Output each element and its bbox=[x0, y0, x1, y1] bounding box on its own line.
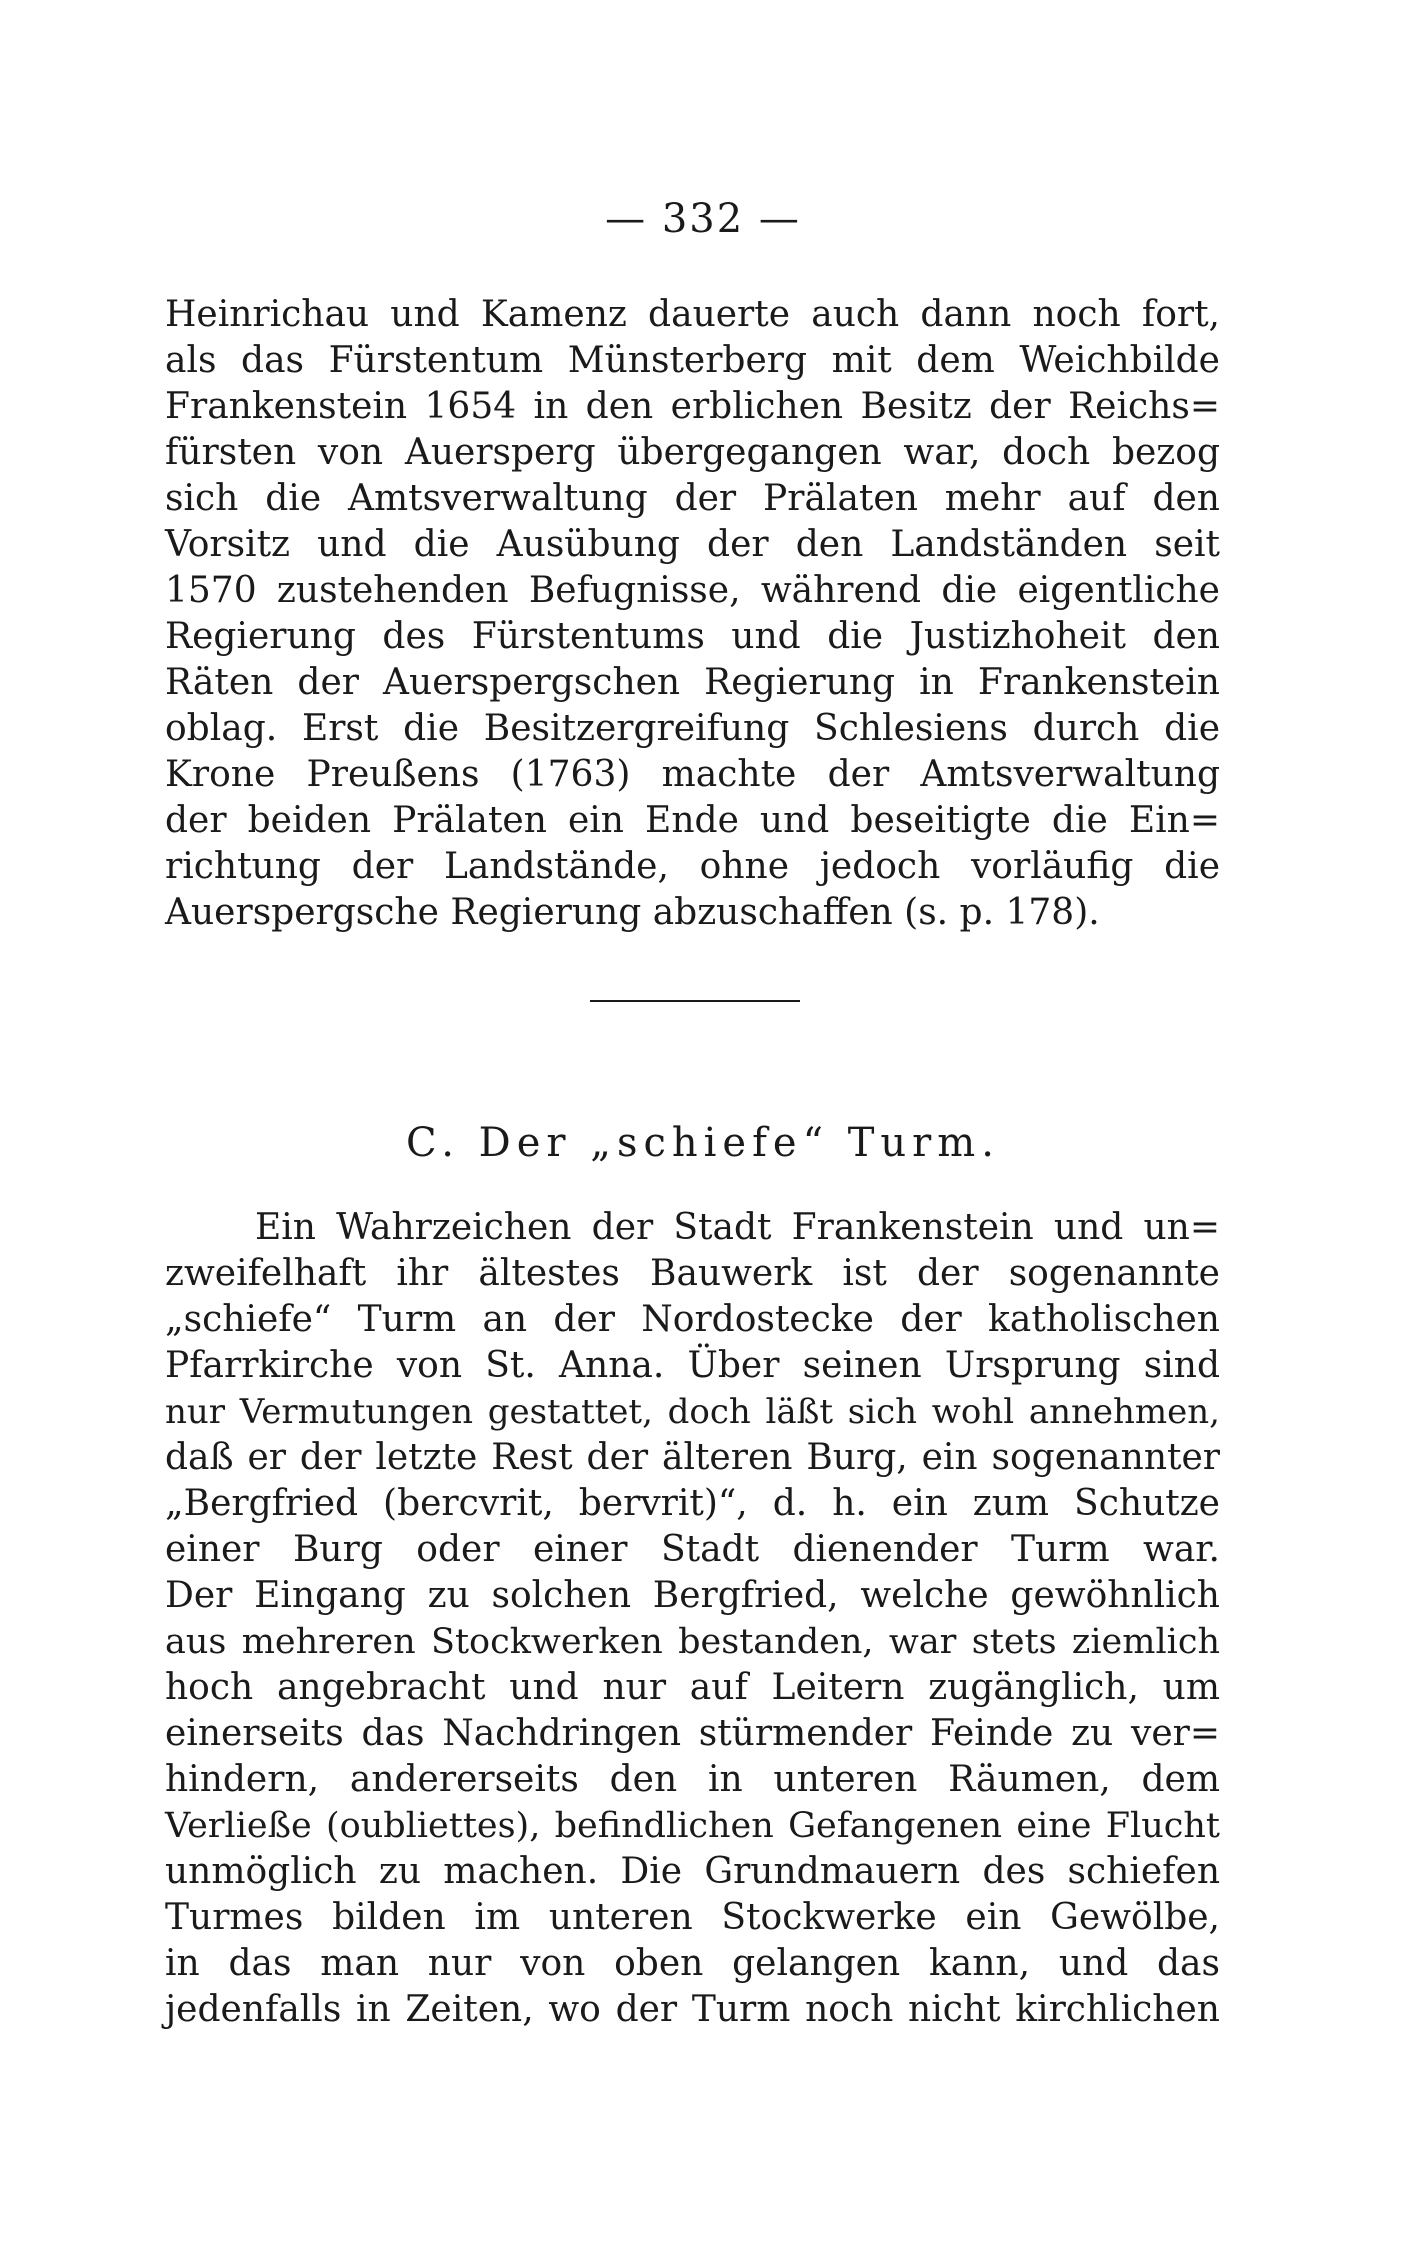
text-line: Vorsitz und die Ausübung der den Landständen seit bbox=[165, 524, 1220, 565]
text-line: Der Eingang zu solchen Bergfried, welche gewöhnlich bbox=[165, 1575, 1220, 1616]
text-line: Krone Preußens (1763) machte der Amtsverwaltung bbox=[165, 754, 1220, 795]
text-line: Ein Wahrzeichen der Stadt Frankenstein und un= bbox=[255, 1207, 1220, 1248]
text-line: hoch angebracht und nur auf Leitern zugänglich, um bbox=[165, 1667, 1220, 1708]
text-line: sich die Amtsverwaltung der Prälaten mehr auf den bbox=[165, 478, 1220, 519]
text-line: Pfarrkirche von St. Anna. Über seinen Ursprung sind bbox=[165, 1345, 1220, 1386]
text-line: Räten der Auerspergschen Regierung in Frankenstein bbox=[165, 662, 1220, 703]
text-line: der beiden Prälaten ein Ende und beseitigte die Ein= bbox=[165, 800, 1220, 841]
text-line: hindern, andererseits den in unteren Räumen, dem bbox=[165, 1759, 1220, 1800]
text-line: „schiefe“ Turm an der Nordostecke der katholischen bbox=[165, 1299, 1220, 1340]
text-line: in das man nur von oben gelangen kann, und das bbox=[165, 1943, 1220, 1984]
text-line: Regierung des Fürstentums und die Justizhoheit den bbox=[165, 616, 1220, 657]
text-line: einer Burg oder einer Stadt dienender Turm war. bbox=[165, 1529, 1220, 1570]
text-line: fürsten von Auersperg übergegangen war, doch bezog bbox=[165, 432, 1220, 473]
text-line: unmöglich zu machen. Die Grundmauern des schiefen bbox=[165, 1851, 1220, 1892]
text-line: Turmes bilden im unteren Stockwerke ein Gewölbe, bbox=[165, 1897, 1220, 1938]
text-line: zweifelhaft ihr ältestes Bauwerk ist der sogenannte bbox=[165, 1253, 1220, 1294]
text-line: Auerspergsche Regierung abzuschaffen (s. p. 178). bbox=[165, 892, 1100, 933]
text-line: 1570 zustehenden Befugnisse, während die eigentliche bbox=[165, 570, 1220, 611]
text-line: Verließe (oubliettes), befindlichen Gefangenen eine Flucht bbox=[165, 1806, 1220, 1846]
paragraph-2 bbox=[165, 1205, 1220, 2033]
text-line: oblag. Erst die Besitzergreifung Schlesiens durch die bbox=[165, 708, 1220, 749]
text-line: daß er der letzte Rest der älteren Burg, ein sogenannter bbox=[165, 1437, 1220, 1478]
text-line: jedenfalls in Zeiten, wo der Turm noch nicht kirchlichen bbox=[165, 1989, 1220, 2030]
section-separator bbox=[590, 1000, 800, 1002]
page-number: — 332 — bbox=[605, 196, 801, 242]
text-line: Frankenstein 1654 in den erblichen Besitz der Reichs= bbox=[165, 386, 1220, 427]
paragraph-1 bbox=[165, 292, 1220, 936]
text-line: Heinrichau und Kamenz dauerte auch dann noch fort, bbox=[165, 294, 1220, 335]
section-heading: C. Der „schiefe“ Turm. bbox=[406, 1120, 1000, 1166]
text-line: einerseits das Nachdringen stürmender Feinde zu ver= bbox=[165, 1713, 1220, 1754]
text-line: aus mehreren Stockwerken bestanden, war stets ziemlich bbox=[165, 1622, 1220, 1662]
text-line: nur Vermutungen gestattet, doch läßt sich wohl annehmen, bbox=[165, 1392, 1220, 1432]
text-line: richtung der Landstände, ohne jedoch vorläufig die bbox=[165, 846, 1220, 887]
text-line: als das Fürstentum Münsterberg mit dem Weichbilde bbox=[165, 340, 1220, 381]
text-line: „Bergfried (bercvrit, bervrit)“, d. h. ein zum Schutze bbox=[165, 1483, 1220, 1524]
